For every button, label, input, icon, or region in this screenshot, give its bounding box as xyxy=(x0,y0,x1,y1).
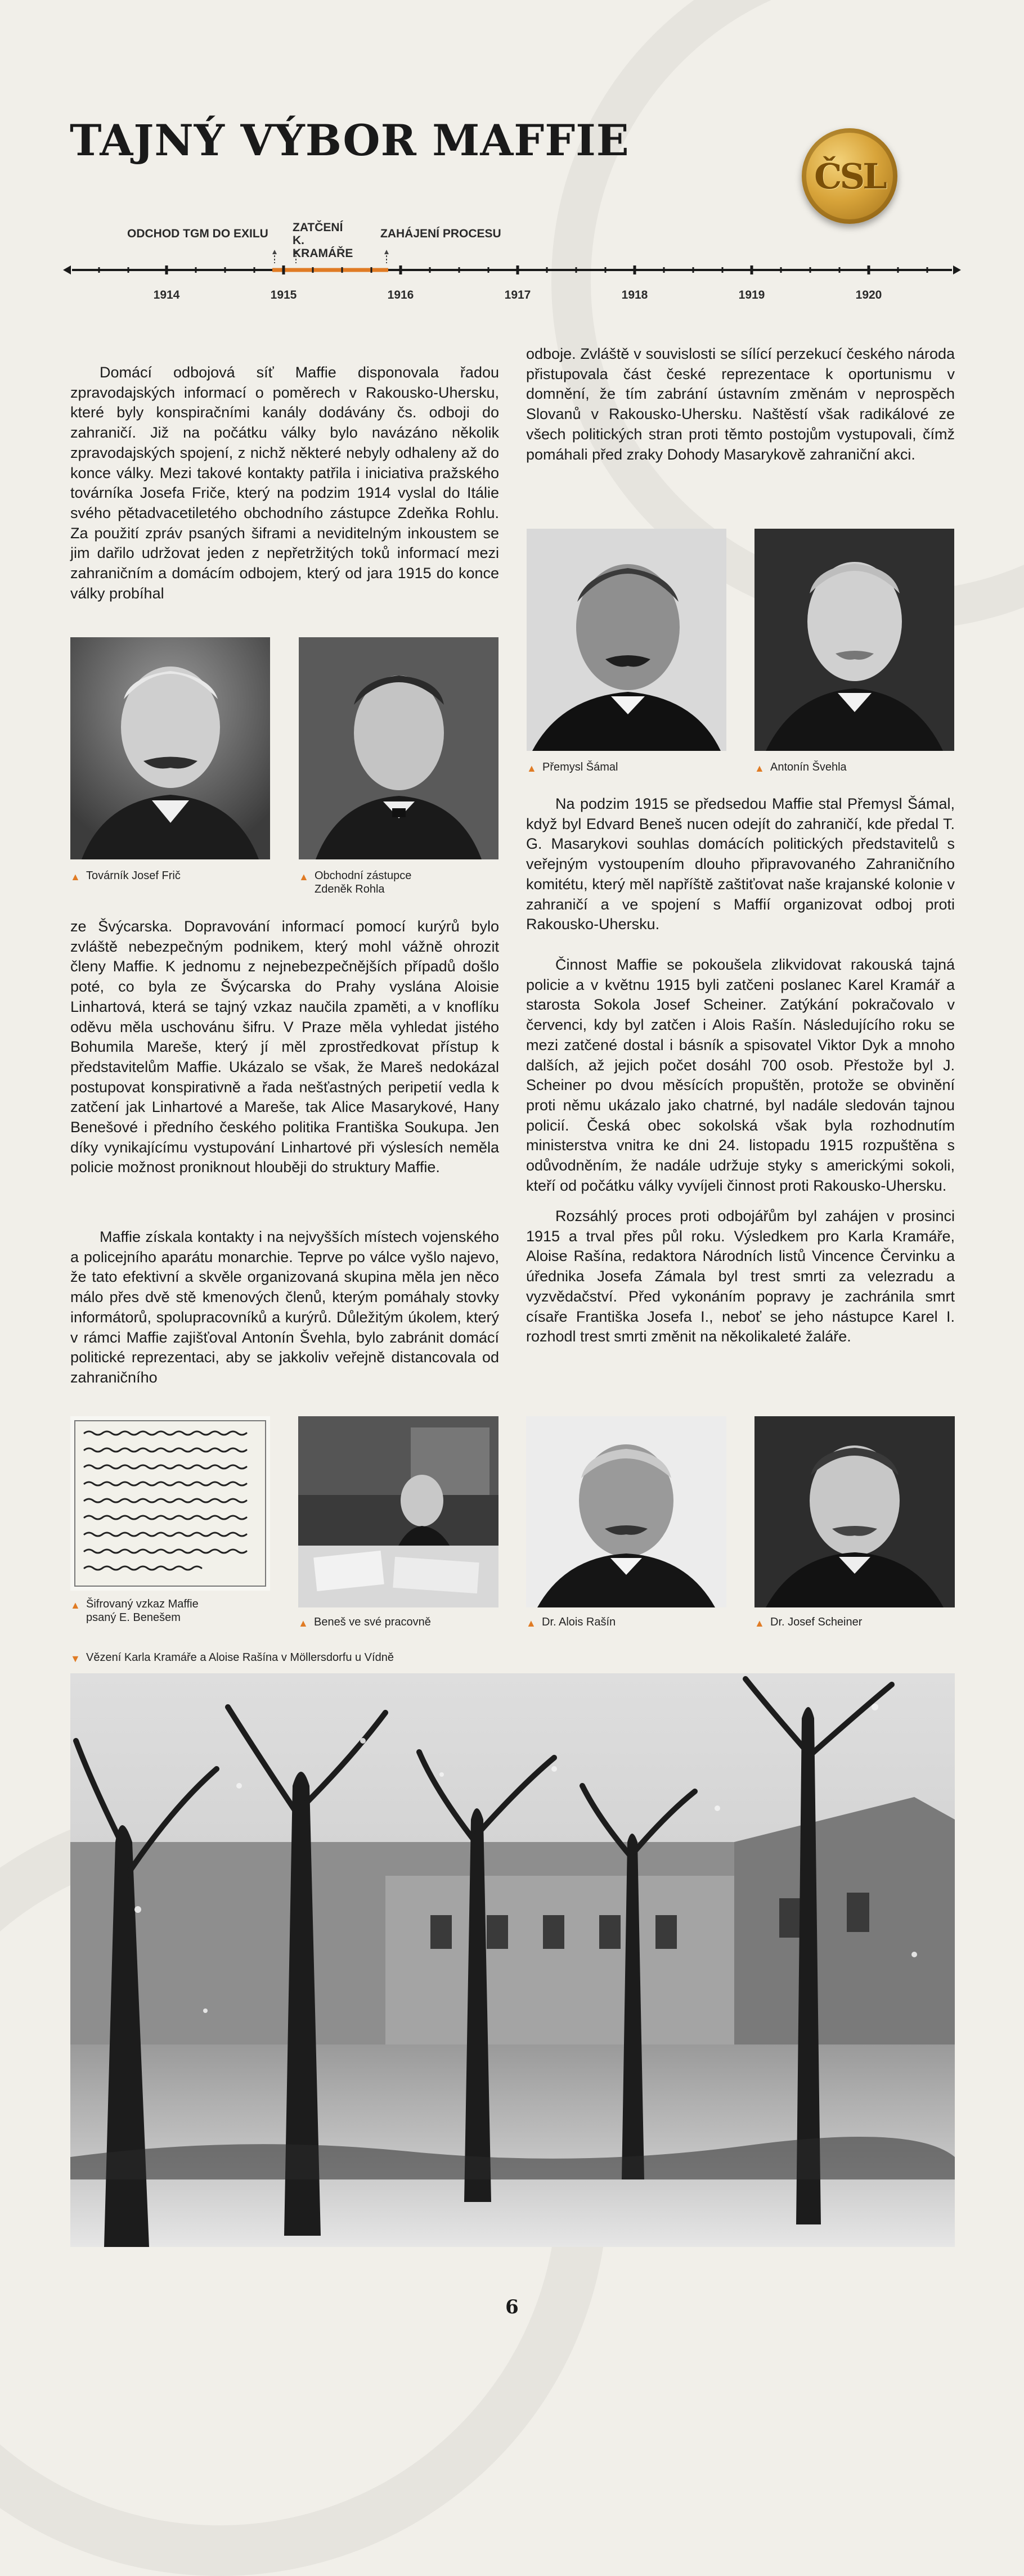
timeline-event-label: ZAHÁJENÍ PROCESU xyxy=(380,227,501,240)
page-number: 6 xyxy=(505,2296,519,2318)
body-paragraph: ze Švýcarska. Dopravování informací pomocí kurýrů bylo zvláště nebezpečným podnikem, který mohl vážně ohrozit členy Maffie. K jednomu z nejnebezpečnějších případů došlo poté, co byla ze Švýcarska do Prahy vyslána Aloisie Linhartová, která se tajný vzkaz naučila zpaměti, a v knoflíku oděvu měla uschovánu šifru. V Praze měla vyhledat jistého Bohumila Mareše, který jí měl zprostředkovat přístup k představitelům Maffie. Ukázalo se však, že Mareš nedokázal postupovat konspirativně a řada nešťastných peripetií vedla k zatčení jak Linhartové a Mareše, tak Alice Masarykové, Hany Benešové i předního českého politika Františka Soukupa. Jen díky vynikajícímu vystupování Linhartové při výslesích neměla policie možnost proniknout hlouběji do struktury Maffie. xyxy=(70,918,499,1176)
portrait-alois-rasin xyxy=(526,1416,726,1607)
caption-benes: ▲ Beneš ve své pracovně xyxy=(298,1616,431,1629)
caption-triangle-icon: ▲ xyxy=(754,1618,765,1629)
body-paragraph: odboje. Zvláště v souvislosti se sílící perzekucí českého národa přistupovala část české reprezentace k oportunismu v domnění, že tím zabrání ústavním změnám v neprospěch Slovanů v Rakousko-Uhersku. Naštěstí však radikálové ze všech politických stran proti těmto postojům vystupovali, čímž pomáhali před zraky Dohody Masarykově zahraniční akci. xyxy=(526,345,955,463)
caption-fric: ▲ Továrník Josef Frič xyxy=(70,870,181,882)
image-cipher-message xyxy=(70,1416,270,1591)
timeline-year: 1917 xyxy=(504,289,531,301)
timeline-arrow-right xyxy=(953,265,961,274)
timeline-year: 1918 xyxy=(621,289,648,301)
photo-mollersdorf-prison xyxy=(70,1673,955,2247)
caption-triangle-icon: ▲ xyxy=(527,763,537,774)
portrait-zdenek-rohla xyxy=(299,637,498,859)
portrait-premysl-samal xyxy=(527,529,726,751)
caption-triangle-icon: ▲ xyxy=(298,1618,308,1629)
body-paragraph: Rozsáhlý proces proti odbojářům byl zahájen v prosinci 1915 a trval přes půl roku. Výsledkem pro Karla Kramáře, Aloise Rašína, redaktora Národních listů Vincence Červinku a úřednika Josefa Zámala byl trest smrti za velezradu a vyzvědačství. Před vykonáním popravy je zachránila smrt císaře Františka Josefa I., neboť se jeho nástupce Karel I. rozhodl trest smrti změnit na několikaleté žaláře. xyxy=(526,1208,955,1345)
timeline-year: 1916 xyxy=(387,289,414,301)
caption-prison: ▼ Vězení Karla Kramáře a Aloise Rašína v Möllersdorfu u Vídně xyxy=(70,1651,394,1664)
timeline xyxy=(0,214,1024,292)
caption-triangle-icon: ▲ xyxy=(754,763,765,774)
portrait-josef-scheiner xyxy=(754,1416,955,1607)
body-paragraph: Činnost Maffie se pokoušela zlikvidovat rakouská tajná policie a v květnu 1915 byli zatčeni poslanec Karel Kramář a starosta Sokola Josef Scheiner. Zatýkání pokračovalo v červenci, kdy byl zatčen i Alois Rašín. Následujícího roku se mezi zatčené dostal i básník a spisovatel Viktor Dyk a mnoho dalších, až jejich počet dosáhl 700 osob. Přestože byl J. Scheiner po dvou měsících propuštěn, protože se obvinění proti němu ukázalo jako chatrné, byl nadále sledován tajnou policií. Česká obec sokolská však byla rozhodnutím ministerstva vnitra ke dni 24. listopadu 1915 rozpuštěna s odůvodněním, že nadále udržuje styky s americkými sokoli, kteří od počátku války vyvíjeli činnost proti Rakousko-Uhersku. xyxy=(526,956,955,1194)
body-paragraph: Maffie získala kontakty i na nejvyšších místech vojenského a policejního aparátu monarchie. Teprve po válce vyšlo najevo, že tato efektivní a skvěle organizovaná skupina měla jen něco málo přes dvě stě kmenových členů, kterým pomáhaly stovky informátorů, spolupracovníků a kurýrů. Důležitým úkolem, který v rámci Maffie zajišťoval Antonín Švehla, bylo zabránit domácí politické reprezentaci, aby se jakkoliv veřejně distancovala od zahraničního xyxy=(70,1228,499,1386)
caption-triangle-icon: ▲ xyxy=(299,871,309,882)
timeline-year: 1914 xyxy=(153,289,180,301)
body-paragraph: Domácí odbojová síť Maffie disponovala řadou zpravodajských informací o poměrech v Rakousko-Uhersku, které byly konspiračními kanály dodávány čs. odboji do zahraničí. Již na počátku války bylo navázáno několik zpravodajských spojení, z nichž některé nebyly odhaleny až do konce války. Mezi takové kontakty patřila i iniciativa pražského továrníka Josefa Friče, který na podzim 1914 vyslal do Itálie svého pětadvacetiletého obchodního zástupce Zdeňka Rohlu. Za použití zpráv psaných šiframi a neviditelným inkoustem se jim dařilo udržovat jeden z nepřetržitých toků informací mezi zahraničním a domácím odbojem, který od jara 1915 do konce války probíhal xyxy=(70,364,499,602)
portrait-josef-fric xyxy=(70,637,270,859)
caption-samal: ▲ Přemysl Šámal xyxy=(527,761,618,774)
timeline-year: 1915 xyxy=(270,289,297,301)
caption-scheiner: ▲ Dr. Josef Scheiner xyxy=(754,1616,863,1629)
legion-badge-icon: ČSL xyxy=(802,128,897,224)
photo-benes-study xyxy=(298,1416,498,1607)
caption-rasin: ▲ Dr. Alois Rašín xyxy=(526,1616,616,1629)
caption-triangle-icon: ▲ xyxy=(526,1618,536,1629)
caption-svehla: ▲ Antonín Švehla xyxy=(754,761,847,774)
timeline-arrow-left xyxy=(63,265,71,274)
timeline-event-label: ZATČENÍ K. KRAMÁŘE xyxy=(293,221,353,260)
body-paragraph: Na podzim 1915 se předsedou Maffie stal Přemysl Šámal, když byl Edvard Beneš nucen odejít do zahraničí, kde předal T. G. Masarykovi souhlas domácích politických představitelů s veřejným vystoupením dlouho připravovaného Zahraničního komitétu, který měl napříště zaštiťovat naše krajanské kolonie v zahraničí a ve spojení s Maffií organizovat odboj proti Rakousko-Uhersku. xyxy=(526,795,955,933)
caption-triangle-icon: ▲ xyxy=(70,871,80,882)
timeline-event-label: ODCHOD TGM DO EXILU xyxy=(127,227,268,240)
portrait-antonin-svehla xyxy=(754,529,954,751)
caption-triangle-icon: ▲ xyxy=(70,1600,80,1611)
timeline-year: 1919 xyxy=(738,289,765,301)
page-title: TAJNÝ VÝBOR MAFFIE xyxy=(70,115,630,165)
timeline-year: 1920 xyxy=(855,289,882,301)
caption-rohla: ▲ Obchodní zástupce Zdeněk Rohla xyxy=(299,870,412,895)
caption-cipher: ▲ Šifrovaný vzkaz Maffie psaný E. Benešem xyxy=(70,1598,199,1624)
caption-triangle-icon: ▼ xyxy=(70,1653,80,1664)
